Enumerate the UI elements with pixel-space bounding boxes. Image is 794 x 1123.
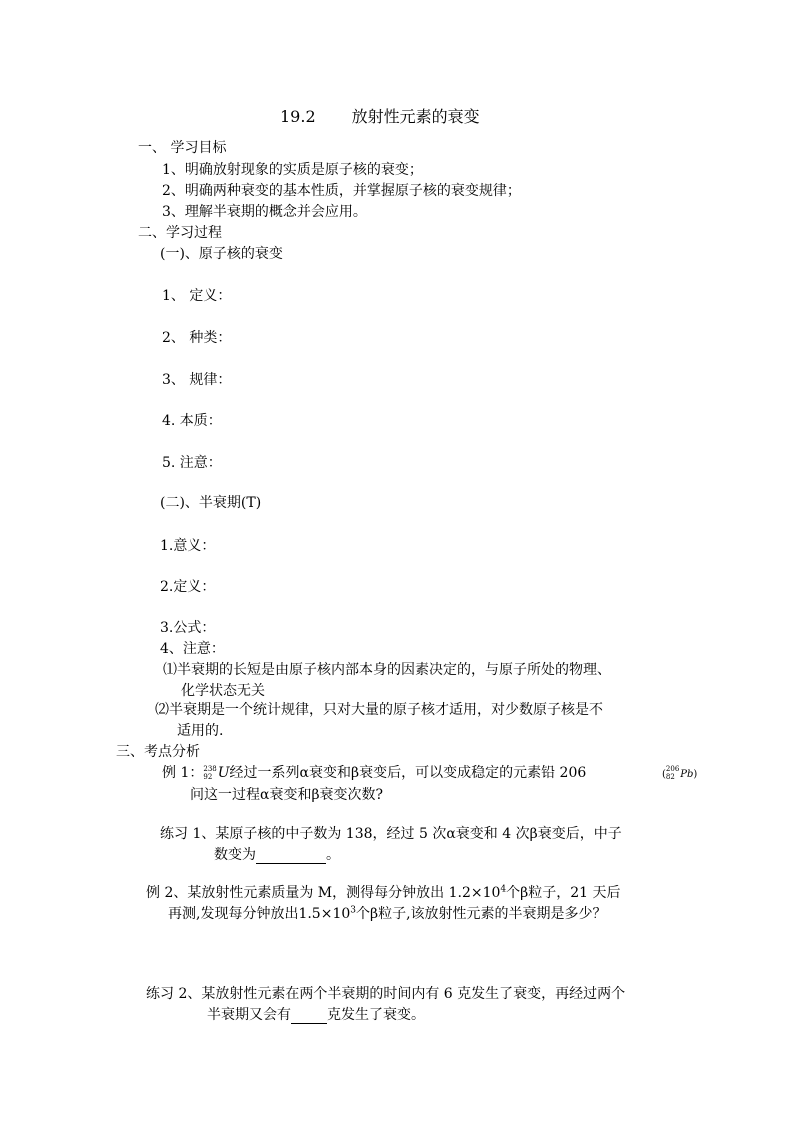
- decay-item-definition: 1、 定义：: [162, 288, 232, 304]
- lead-mass: 206: [665, 765, 680, 773]
- lead-atomic: 82: [665, 773, 675, 781]
- practice-1-end: 。: [326, 847, 340, 863]
- practice-2-end: 克发生了衰变。: [327, 1007, 425, 1023]
- example-1-text: 经过一系列α衰变和β衰变后，可以变成稳定的元素铅 206: [229, 765, 587, 781]
- example-2-text-2a: 再测,发现每分钟放出1.5×10: [168, 906, 351, 922]
- decay-item-essence: 4. 本质：: [162, 413, 222, 429]
- lead-isotope: ( 206 82 Pb): [662, 765, 698, 781]
- answer-blank-2[interactable]: [291, 1009, 327, 1024]
- practice-2-line-2: [207, 1006, 425, 1024]
- page-title: [280, 108, 480, 126]
- goal-item-1: 1、明确放射现象的实质是原子核的衰变；: [162, 162, 423, 178]
- practice-1-line-2: [214, 846, 340, 864]
- note-2-line-1: ⑵半衰期是一个统计规律，只对大量的原子核才适用，对少数原子核是不: [155, 702, 603, 718]
- answer-blank-1[interactable]: [256, 849, 326, 864]
- part-1-heading: (一)、原子核的衰变: [160, 246, 283, 262]
- uranium-isotope: [203, 764, 229, 782]
- title-number: 19.2: [280, 107, 316, 126]
- section-3-heading: 三、考点分析: [116, 744, 200, 760]
- example-1-line-2: 问这一过程α衰变和β衰变次数?: [190, 787, 384, 803]
- example-1-prefix: 例 1：: [162, 765, 204, 781]
- practice-2-text: 半衰期又会有: [207, 1007, 291, 1023]
- halflife-item-definition: 2.定义：: [160, 579, 216, 595]
- lead-symbol: Pb: [680, 769, 694, 780]
- example-1-line-1: [162, 764, 586, 782]
- part-2-heading: (二)、半衰期(T): [160, 495, 262, 511]
- example-2-line-1: [146, 884, 621, 902]
- practice-2-line-1: 练习 2、某放射性元素在两个半衰期的时间内有 6 克发生了衰变，再经过两个: [146, 986, 626, 1002]
- practice-1-text: 数变为: [214, 847, 256, 863]
- title-text: 放射性元素的衰变: [351, 107, 480, 126]
- decay-item-types: 2、 种类：: [162, 330, 232, 346]
- goal-item-2: 2、明确两种衰变的基本性质，并掌握原子核的衰变规律；: [162, 183, 521, 199]
- example-2-text-1b: 个β粒子，21 天后: [506, 885, 621, 901]
- note-2-line-2: 适用的.: [177, 723, 224, 739]
- halflife-item-notes: 4、注意：: [160, 641, 225, 657]
- decay-item-note: 5. 注意：: [162, 455, 222, 471]
- halflife-item-formula: 3.公式：: [160, 620, 216, 636]
- practice-1-line-1: 练习 1、某原子核的中子数为 138，经过 5 次α衰变和 4 次β衰变后，中子: [160, 826, 622, 842]
- example-2-text-2b: 个β粒子,该放射性元素的半衰期是多少？: [356, 906, 607, 922]
- goal-item-3: 3、理解半衰期的概念并会应用。: [162, 204, 367, 220]
- uranium-symbol: U: [217, 765, 230, 781]
- exponent-3: 3: [350, 905, 356, 916]
- uranium-mass: 238: [203, 765, 217, 773]
- example-2-text-1a: 例 2、某放射性元素质量为 M，测得每分钟放出 1.2×10: [146, 885, 501, 901]
- exponent-4: 4: [500, 884, 507, 895]
- decay-item-law: 3、 规律：: [162, 372, 232, 388]
- section-2-heading: 二、学习过程: [138, 225, 222, 241]
- note-1-line-1: ⑴半衰期的长短是由原子核内部本身的因素决定的，与原子所处的物理、: [163, 662, 611, 678]
- example-2-line-2: [168, 905, 607, 923]
- note-1-line-2: 化学状态无关: [181, 683, 265, 699]
- uranium-atomic: 92: [203, 773, 213, 781]
- section-1-heading: 一、 学习目标: [138, 140, 227, 156]
- halflife-item-meaning: 1.意义：: [160, 538, 216, 554]
